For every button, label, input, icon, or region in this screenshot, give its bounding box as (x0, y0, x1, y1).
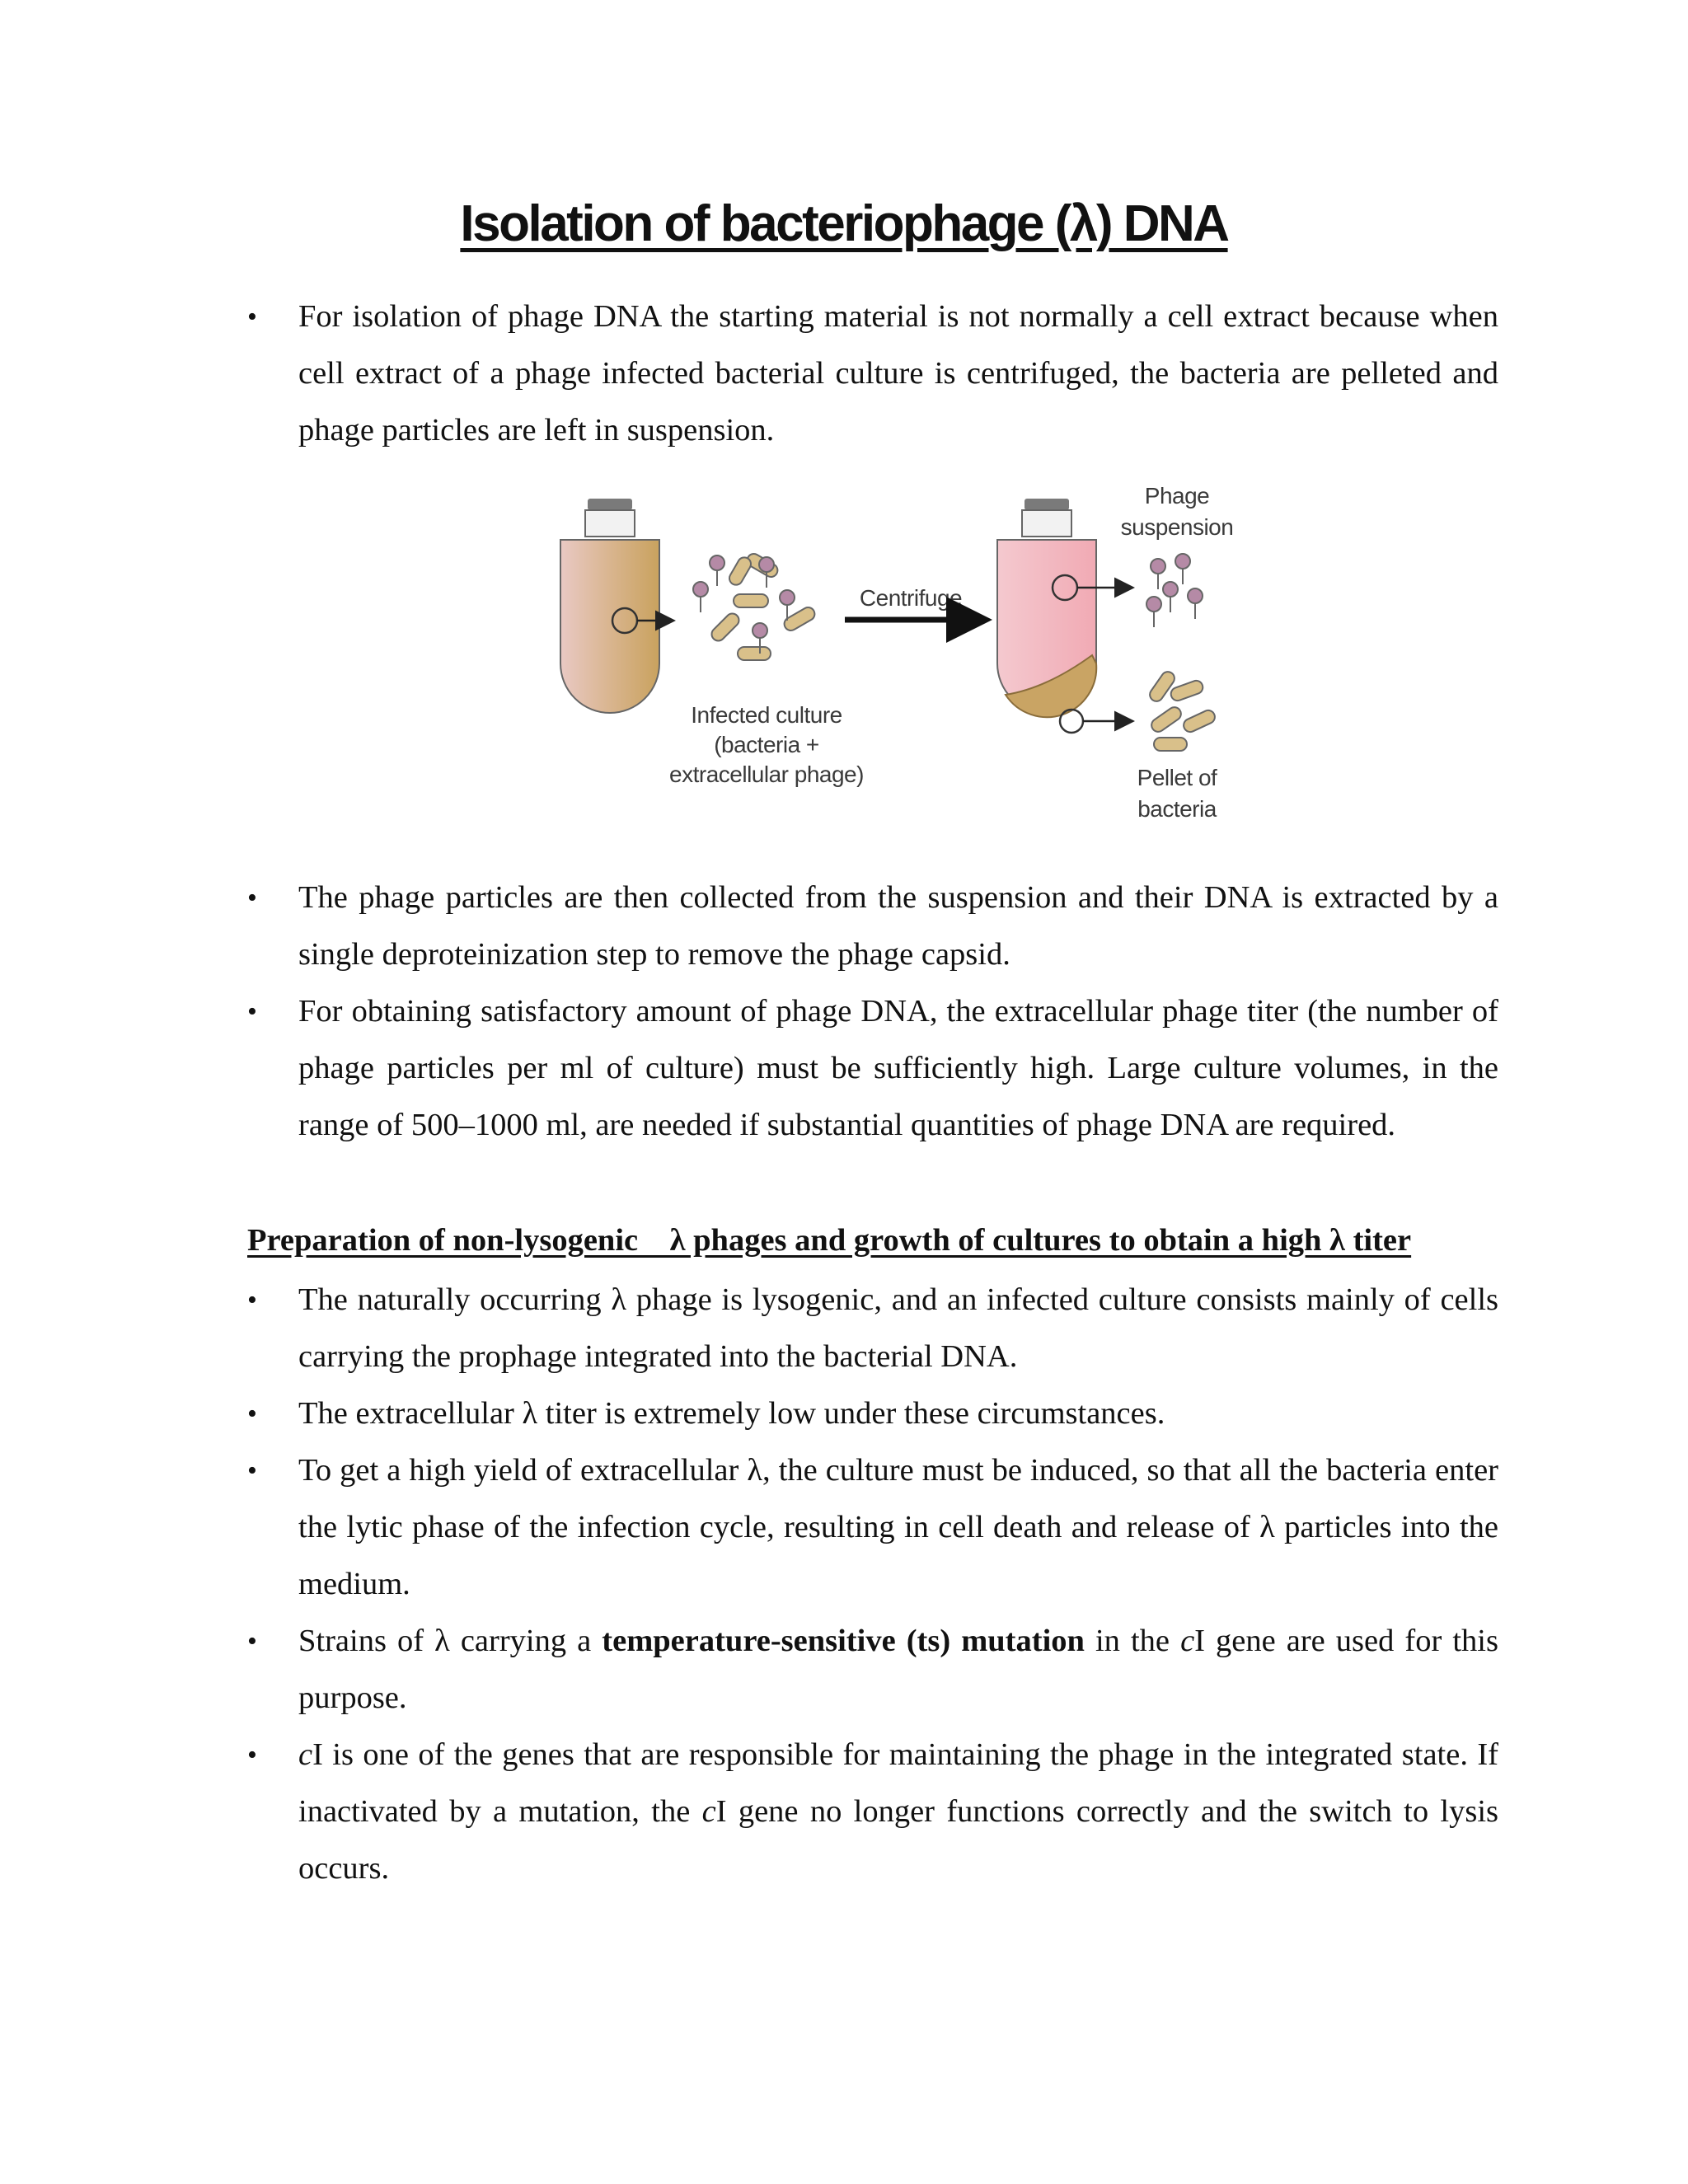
infected-culture-label: extracellular phage) (669, 762, 864, 787)
bullet-icon: • (247, 1455, 257, 1486)
phage-suspension-label: Phage (1144, 483, 1210, 509)
italic-text: c (298, 1737, 313, 1772)
text-run: Strains of λ carrying a (298, 1624, 603, 1658)
list-item (247, 288, 1498, 459)
bullet-icon: • (247, 1285, 257, 1315)
bullet-icon: • (247, 1740, 257, 1770)
bullet-text: The extracellular λ titer is extremely low under these circumstances. (298, 1396, 1165, 1431)
collection-bullets (247, 869, 1498, 1154)
bullet-text (298, 1737, 1498, 1886)
bullet-text: For isolation of phage DNA the starting material is not normally a cell extract because when cell extract of a phage infected bacterial culture is centrifuged, the bacteria are pelleted and phage particles are left in suspension. (298, 299, 1498, 448)
centrifuge-diagram (544, 474, 1261, 837)
bullet-text: The phage particles are then collected from the suspension and their DNA is extracted by a single deproteinization step to remove the phage capsid. (298, 880, 1498, 972)
list-item (247, 1385, 1498, 1442)
bullet-icon: • (247, 302, 257, 332)
lysogenic-bullets (247, 1272, 1498, 1897)
text-run: I is one of the genes that are responsible for maintaining the phage in the integrated state. If inactivated by a mutation, the (298, 1737, 1498, 1829)
italic-text: c (1180, 1624, 1195, 1658)
bullet-icon: • (247, 1626, 257, 1657)
pellet-label: Pellet of (1137, 765, 1217, 790)
list-item (247, 1272, 1498, 1385)
text-run: in the (1084, 1624, 1181, 1658)
list-item (247, 869, 1498, 983)
phage-cluster (1146, 554, 1203, 627)
pellet-label: bacteria (1137, 796, 1217, 822)
bullet-text: For obtaining satisfactory amount of phage DNA, the extracellular phage titer (the number of phage particles per ml of culture) must be sufficiently high. Large culture volumes, in the range of 500–1000 ml, are needed if substantial quantities of phage DNA are required. (298, 994, 1498, 1142)
text-run: I gene are used for this purpose. (298, 1624, 1498, 1715)
bullet-icon: • (247, 883, 257, 913)
centrifuge-label: Centrifuge (859, 585, 963, 611)
section-heading: Preparation of non-lysogenic λ phages and growth of cultures to obtain a high λ titer (247, 1223, 1412, 1258)
page-title: Isolation of bacteriophage (λ) DNA (460, 195, 1228, 252)
bold-text: temperature-sensitive (ts) mutation (602, 1624, 1085, 1658)
list-item (247, 1442, 1498, 1613)
list-item (247, 983, 1498, 1154)
text-run: I gene no longer functions correctly and the switch to lysis occurs. (298, 1794, 1499, 1886)
pellet-bacteria (1147, 669, 1217, 751)
intro-bullets (247, 288, 1498, 459)
list-item (247, 1727, 1498, 1897)
bullet-icon: • (247, 1399, 257, 1429)
centrifuged-tube (997, 499, 1131, 733)
infected-culture-label: (bacteria + (714, 732, 819, 757)
bullet-icon: • (247, 996, 257, 1027)
bullet-text: The naturally occurring λ phage is lysogenic, and an infected culture consists mainly of cells carrying the prophage integrated into the bacterial DNA. (298, 1282, 1498, 1374)
bullet-text: To get a high yield of extracellular λ, the culture must be induced, so that all the bacteria enter the lytic phase of the infection cycle, resulting in cell death and release of λ particles into the medium. (298, 1453, 1498, 1601)
italic-text: c (701, 1794, 716, 1829)
infected-culture-label: Infected culture (691, 702, 842, 728)
phage-suspension-label: suspension (1120, 514, 1234, 540)
bullet-text (298, 1624, 1498, 1715)
bacteria-phage-mixture (693, 551, 817, 660)
list-item (247, 1613, 1498, 1727)
infected-culture-tube (560, 499, 672, 713)
